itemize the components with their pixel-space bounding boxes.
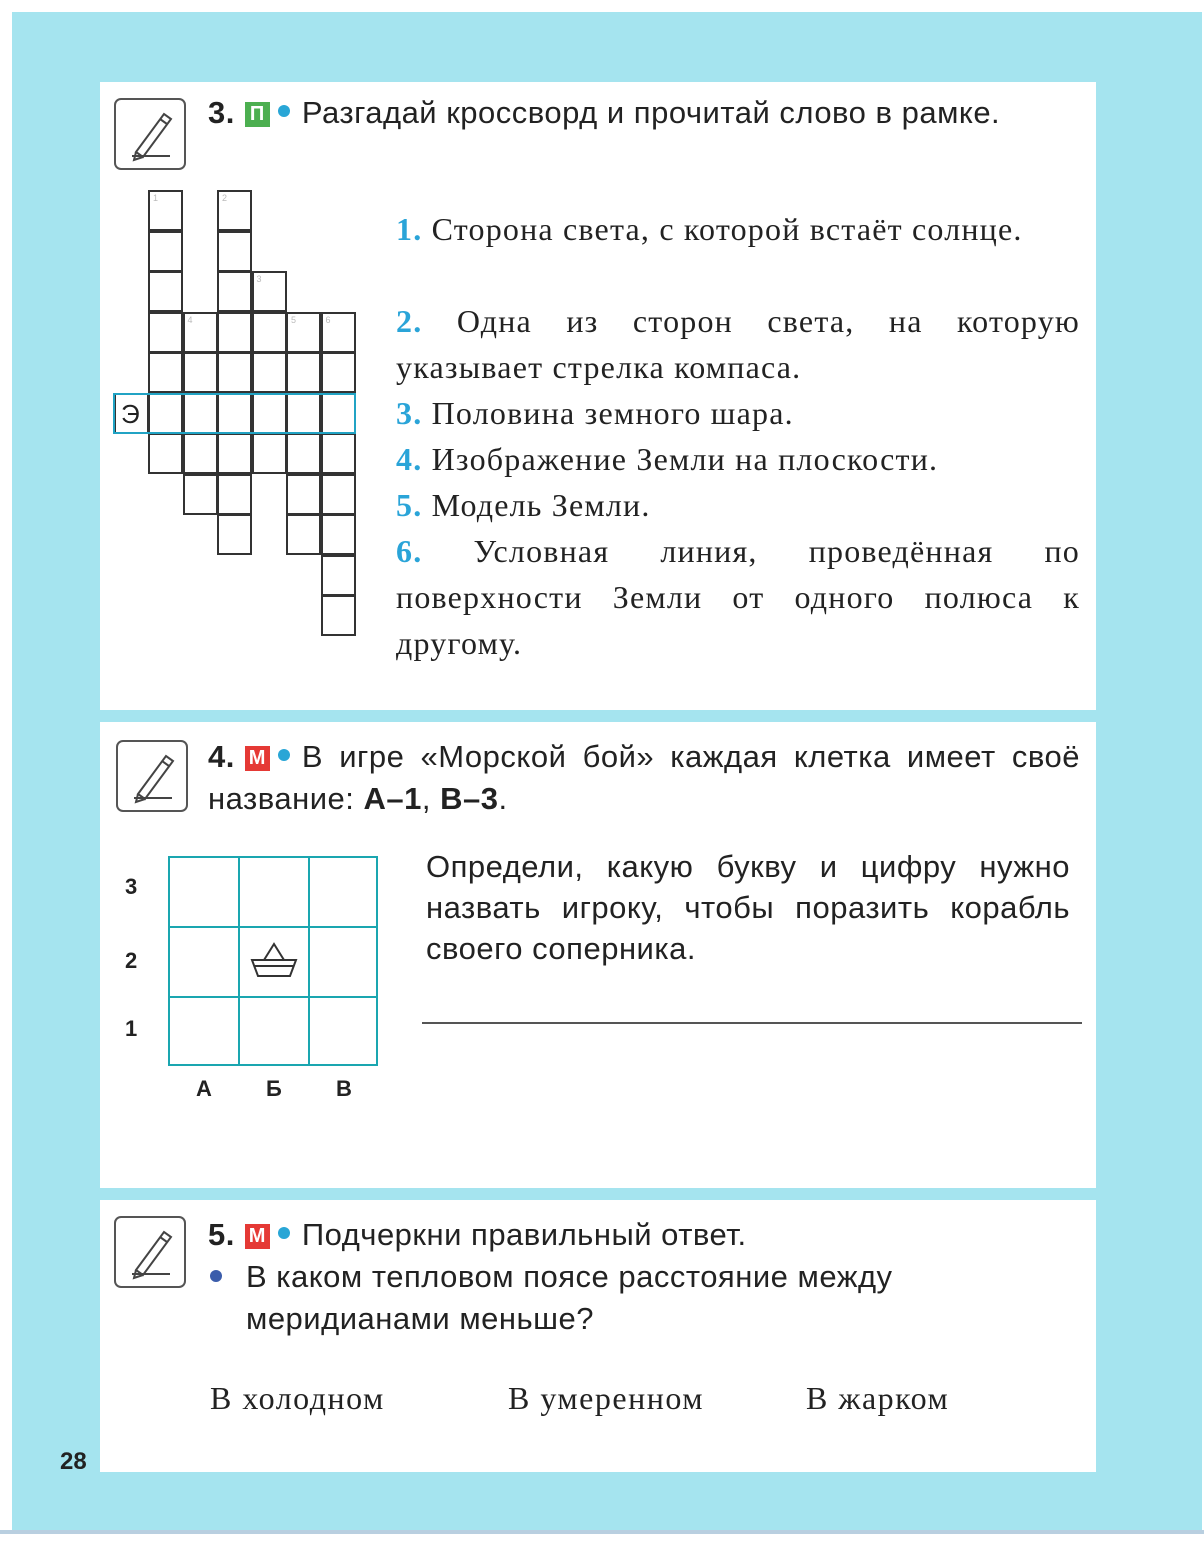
crossword-cell[interactable] xyxy=(286,474,321,515)
task3-instruction: Разгадай кроссворд и прочитай слово в рамке. xyxy=(301,95,1001,130)
task5-badge: М xyxy=(245,1224,270,1249)
crossword-cell-number: 1 xyxy=(153,193,159,203)
crossword-cell[interactable] xyxy=(148,433,183,474)
task3-number: 3. xyxy=(208,95,235,130)
crossword-cell[interactable] xyxy=(217,514,252,555)
bottom-edge xyxy=(0,1530,1204,1534)
task4-question: Определи, какую букву и цифру нужно назвать игроку, чтобы поразить корабль своего соперника. xyxy=(426,849,1070,966)
crossword-cell[interactable] xyxy=(148,312,183,353)
crossword-cell[interactable] xyxy=(217,312,252,353)
sea-battle-grid xyxy=(168,856,378,1066)
crossword-cell-number: 5 xyxy=(291,314,297,325)
row-label-3: 3 xyxy=(125,874,138,899)
pencil-icon xyxy=(114,98,186,170)
crossword-cell[interactable] xyxy=(286,433,321,474)
task4-instruction: В игре «Морской бой» каждая клетка имеет своё название: xyxy=(208,739,1080,816)
crossword-clue-6: 6. Условная линия, проведённая по поверхности Земли от одного полюса к другому. xyxy=(396,533,1081,661)
crossword-cell[interactable] xyxy=(286,514,321,555)
task4-example-1: А–1 xyxy=(363,781,422,816)
task5-heading xyxy=(208,1214,1080,1256)
crossword-cell[interactable] xyxy=(183,433,218,474)
column-label-v: В xyxy=(336,1076,352,1101)
crossword-cell[interactable] xyxy=(217,352,252,393)
crossword-cell-number: 2 xyxy=(222,193,228,203)
task5-instruction: Подчеркни правильный ответ. xyxy=(301,1217,747,1252)
crossword-clue-1: 1. Сторона света, с которой встаёт солнце. xyxy=(396,211,1023,247)
crossword-clue-4: 4. Изображение Земли на плоскости. xyxy=(396,441,939,477)
crossword-cell[interactable] xyxy=(217,271,252,312)
bullet-icon xyxy=(278,749,290,761)
pencil-icon xyxy=(114,1216,186,1288)
column-label-a: А xyxy=(196,1076,212,1101)
answer-option-cold[interactable]: В холодном xyxy=(210,1380,385,1416)
crossword-cell-number: 6 xyxy=(325,314,331,325)
crossword-clue-2: 2. Одна из сторон света, на которую указывает стрелка компаса. xyxy=(396,303,1081,385)
task3-heading xyxy=(208,92,1080,134)
crossword-cell[interactable] xyxy=(252,352,287,393)
crossword-cell[interactable] xyxy=(321,352,356,393)
pencil-icon xyxy=(116,740,188,812)
task3-badge: П xyxy=(245,102,270,127)
crossword-cell[interactable] xyxy=(217,231,252,272)
crossword-cell[interactable] xyxy=(183,474,218,515)
crossword-cell-number: 4 xyxy=(187,314,193,325)
crossword-cell[interactable] xyxy=(321,514,356,555)
task4-example-2: В–3 xyxy=(440,781,499,816)
crossword-cell[interactable] xyxy=(321,433,356,474)
crossword-cell[interactable] xyxy=(148,352,183,393)
crossword-cell[interactable] xyxy=(321,474,356,515)
crossword-cell[interactable] xyxy=(217,433,252,474)
crossword-cell[interactable] xyxy=(252,312,287,353)
row-label-2: 2 xyxy=(125,948,138,973)
crossword-cell[interactable] xyxy=(217,474,252,515)
answer-line[interactable] xyxy=(422,1022,1082,1024)
task5-number: 5. xyxy=(208,1217,235,1252)
crossword-cell[interactable] xyxy=(183,352,218,393)
task4-badge: М xyxy=(245,746,270,771)
row-label-1: 1 xyxy=(125,1016,138,1041)
crossword-cell-number: 3 xyxy=(256,274,262,284)
crossword-key-frame xyxy=(113,393,356,434)
page-number: 28 xyxy=(60,1448,87,1475)
bullet-icon xyxy=(278,105,290,117)
task4-heading: 4. М В игре «Морской бой» каждая клетка имеет своё название: А–1, В–3. xyxy=(208,739,1080,816)
crossword-key-letter: Э xyxy=(121,399,140,429)
bullet-icon xyxy=(210,1270,222,1282)
crossword-clue-3: 3. Половина земного шара. xyxy=(396,395,794,431)
crossword-clue-5: 5. Модель Земли. xyxy=(396,487,651,523)
column-label-b: Б xyxy=(266,1076,282,1101)
crossword-cell[interactable] xyxy=(148,231,183,272)
crossword-cell[interactable] xyxy=(148,271,183,312)
answer-option-hot[interactable]: В жарком xyxy=(806,1380,950,1416)
bullet-icon xyxy=(278,1227,290,1239)
crossword-cell[interactable] xyxy=(286,352,321,393)
crossword-cell[interactable] xyxy=(321,555,356,596)
crossword-cell[interactable] xyxy=(321,595,356,636)
task4-number: 4. xyxy=(208,739,235,774)
crossword-cell[interactable] xyxy=(252,433,287,474)
answer-option-temperate[interactable]: В умеренном xyxy=(508,1380,704,1416)
ship-icon xyxy=(248,940,300,980)
task5-question: В каком тепловом поясе расстояние между меридианами меньше? xyxy=(210,1256,1050,1340)
